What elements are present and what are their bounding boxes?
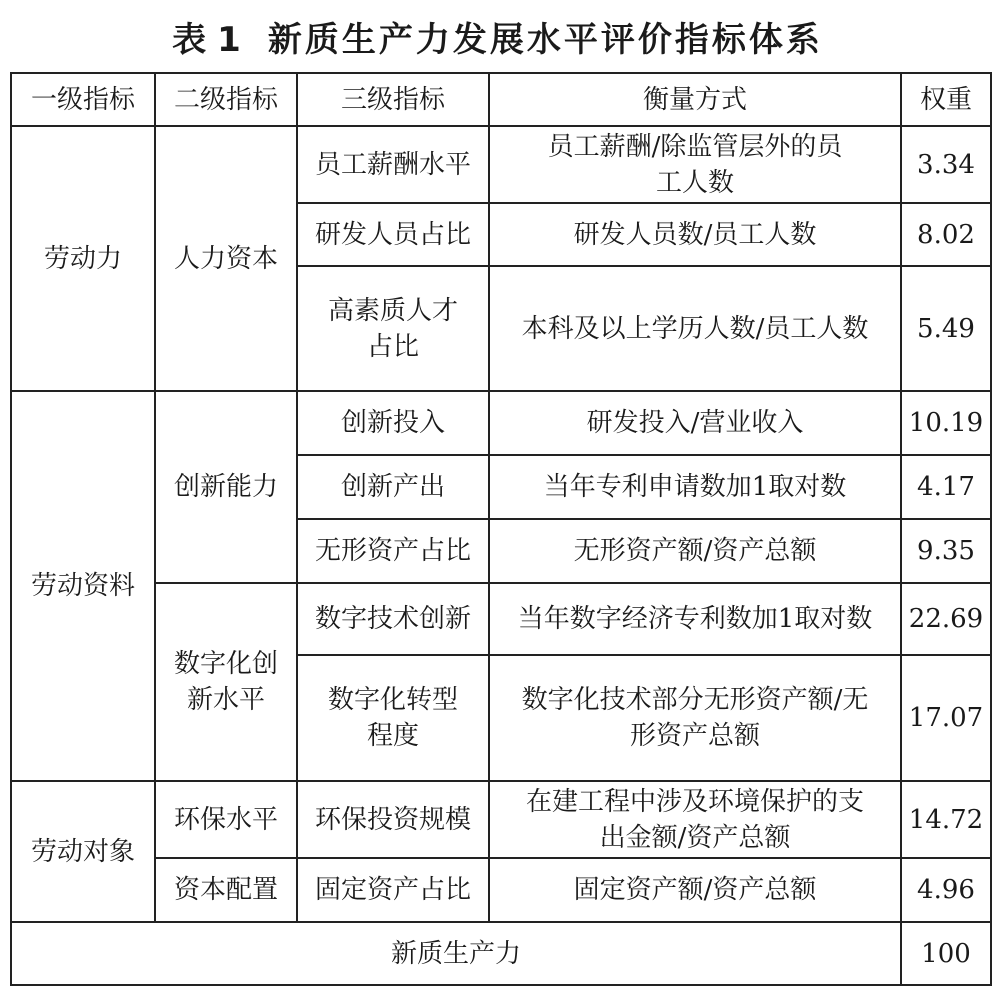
secondary-digital-innovation	[155, 583, 297, 781]
weight-cell: 5.49	[901, 266, 991, 391]
indicator-cell	[297, 655, 489, 781]
measure-cell	[489, 126, 901, 203]
indicator-text: 高素质人才占比	[328, 295, 459, 362]
indicator-cell: 创新投入	[297, 391, 489, 455]
secondary-human-capital: 人力资本	[155, 126, 297, 391]
weight-cell: 17.07	[901, 655, 991, 781]
header-level1: 一级指标	[11, 73, 155, 126]
header-level3: 三级指标	[297, 73, 489, 126]
weight-cell: 4.96	[901, 858, 991, 922]
weight-cell: 8.02	[901, 203, 991, 266]
group-labor-objects: 劳动对象	[11, 781, 155, 922]
measure-cell	[489, 655, 901, 781]
measure-text: 数字化技术部分无形资产额/无形资产总额	[521, 685, 869, 751]
indicator-cell: 研发人员占比	[297, 203, 489, 266]
measure-text: 员工薪酬/除监管层外的员工人数	[547, 131, 843, 198]
measure-text: 在建工程中涉及环境保护的支出金额/资产总额	[525, 786, 864, 853]
measure-cell: 本科及以上学历人数/员工人数	[489, 266, 901, 391]
indicator-cell: 员工薪酬水平	[297, 126, 489, 203]
weight-cell: 4.17	[901, 455, 991, 519]
measure-cell	[489, 781, 901, 858]
table-row	[11, 858, 991, 922]
total-label: 新质生产力	[11, 922, 901, 985]
weight-cell: 3.34	[901, 126, 991, 203]
secondary-capital: 资本配置	[155, 858, 297, 922]
table-row	[11, 126, 991, 203]
indicator-text: 数字化转型程度	[327, 685, 458, 751]
indicator-cell	[297, 266, 489, 391]
measure-cell: 当年数字经济专利数加1取对数	[489, 583, 901, 655]
measure-cell: 固定资产额/资产总额	[489, 858, 901, 922]
weight-cell: 22.69	[901, 583, 991, 655]
indicator-cell: 数字技术创新	[297, 583, 489, 655]
group-labor: 劳动力	[11, 126, 155, 391]
group-labor-means: 劳动资料	[11, 391, 155, 781]
secondary-text: 数字化创新水平	[173, 649, 278, 715]
table-title	[0, 12, 995, 68]
weight-cell: 14.72	[901, 781, 991, 858]
weight-cell: 10.19	[901, 391, 991, 455]
indicator-table	[10, 72, 992, 986]
measure-cell: 研发投入/营业收入	[489, 391, 901, 455]
table-title-prefix: 表	[172, 20, 210, 60]
measure-cell: 研发人员数/员工人数	[489, 203, 901, 266]
measure-cell: 当年专利申请数加1取对数	[489, 455, 901, 519]
measure-cell: 无形资产额/资产总额	[489, 519, 901, 583]
total-weight: 100	[901, 922, 991, 985]
total-row	[11, 922, 991, 985]
table-row	[11, 781, 991, 858]
header-level2: 二级指标	[155, 73, 297, 126]
header-row	[11, 73, 991, 126]
secondary-innovation: 创新能力	[155, 391, 297, 583]
indicator-cell: 创新产出	[297, 455, 489, 519]
indicator-cell: 环保投资规模	[297, 781, 489, 858]
secondary-env: 环保水平	[155, 781, 297, 858]
indicator-cell: 固定资产占比	[297, 858, 489, 922]
table-title-text: 新质生产力发展水平评价指标体系	[267, 20, 823, 60]
weight-cell: 9.35	[901, 519, 991, 583]
table-row	[11, 583, 991, 655]
table-row	[11, 391, 991, 455]
header-measure: 衡量方式	[489, 73, 901, 126]
table-title-number: 1	[217, 20, 244, 60]
indicator-cell: 无形资产占比	[297, 519, 489, 583]
header-weight: 权重	[901, 73, 991, 126]
